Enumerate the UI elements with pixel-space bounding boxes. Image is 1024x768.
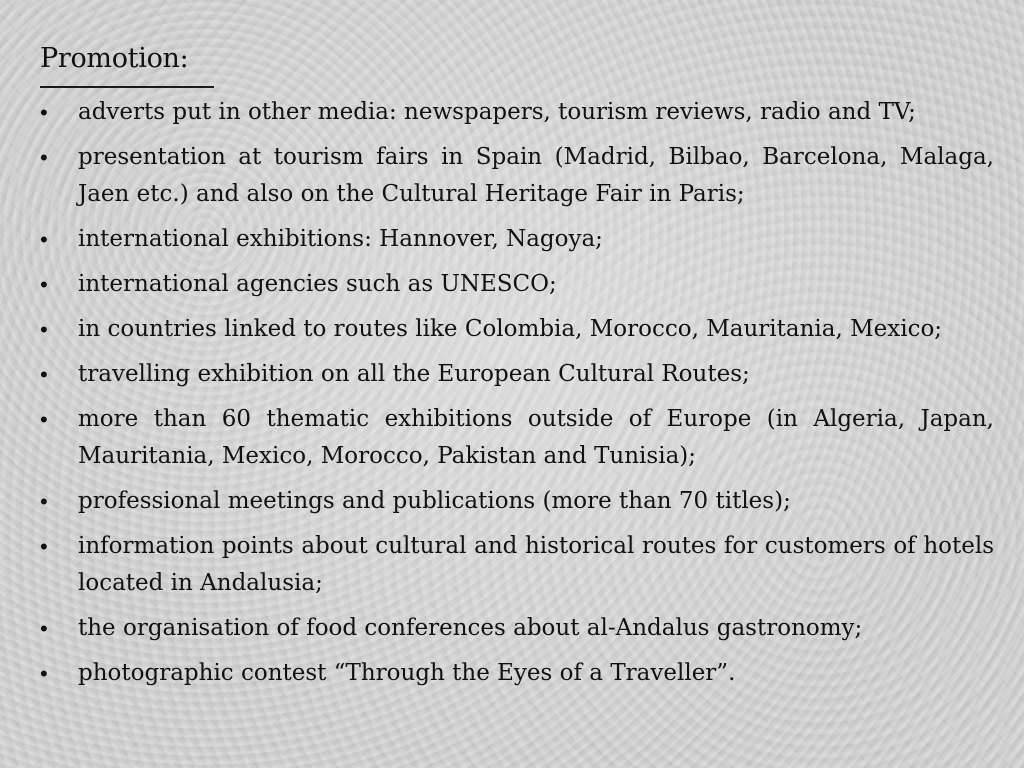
bullet-item xyxy=(40,483,994,520)
bullet-text: adverts put in other media: newspapers, tourism reviews, radio and TV; xyxy=(78,99,916,125)
bullet-text: photographic contest “Through the Eyes of a Traveller”. xyxy=(78,660,736,686)
bullet-item xyxy=(40,401,994,475)
bullet-dot-icon: • xyxy=(40,534,48,559)
bullet-text: professional meetings and publications (more than 70 titles); xyxy=(78,488,791,514)
bullet-item xyxy=(40,356,994,393)
bullet-item xyxy=(40,94,994,131)
bullet-text: the organisation of food conferences about al-Andalus gastronomy; xyxy=(78,615,863,641)
bullet-dot-icon: • xyxy=(40,145,48,170)
bullet-text: international agencies such as UNESCO; xyxy=(78,271,557,297)
bullet-list xyxy=(40,94,994,700)
bullet-dot-icon: • xyxy=(40,616,48,641)
bullet-item xyxy=(40,266,994,303)
bullet-dot-icon: • xyxy=(40,272,48,297)
bullet-text: travelling exhibition on all the European Cultural Routes; xyxy=(78,361,750,387)
bullet-dot-icon: • xyxy=(40,227,48,252)
bullet-item xyxy=(40,139,994,213)
bullet-item xyxy=(40,655,994,692)
bullet-dot-icon: • xyxy=(40,489,48,514)
bullet-text: in countries linked to routes like Colombia, Morocco, Mauritania, Mexico; xyxy=(78,316,943,342)
bullet-text: more than 60 thematic exhibitions outside of Europe (in Algeria, Japan, Mauritania, Mexico, Morocco, Pakistan and Tunisia); xyxy=(78,406,994,469)
bullet-item xyxy=(40,311,994,348)
bullet-dot-icon: • xyxy=(40,100,48,125)
bullet-item xyxy=(40,528,994,602)
bullet-item xyxy=(40,610,994,647)
bullet-dot-icon: • xyxy=(40,407,48,432)
bullet-dot-icon: • xyxy=(40,317,48,342)
title-underline xyxy=(40,86,214,88)
bullet-dot-icon: • xyxy=(40,362,48,387)
bullet-text: international exhibitions: Hannover, Nagoya; xyxy=(78,226,603,252)
slide-title: Promotion: xyxy=(40,43,189,74)
bullet-item xyxy=(40,221,994,258)
bullet-text: information points about cultural and historical routes for customers of hotels located in Andalusia; xyxy=(78,533,994,596)
bullet-text: presentation at tourism fairs in Spain (Madrid, Bilbao, Barcelona, Malaga, Jaen etc.) and also on the Cultural Heritage Fair in Paris; xyxy=(78,144,994,207)
bullet-dot-icon: • xyxy=(40,661,48,686)
